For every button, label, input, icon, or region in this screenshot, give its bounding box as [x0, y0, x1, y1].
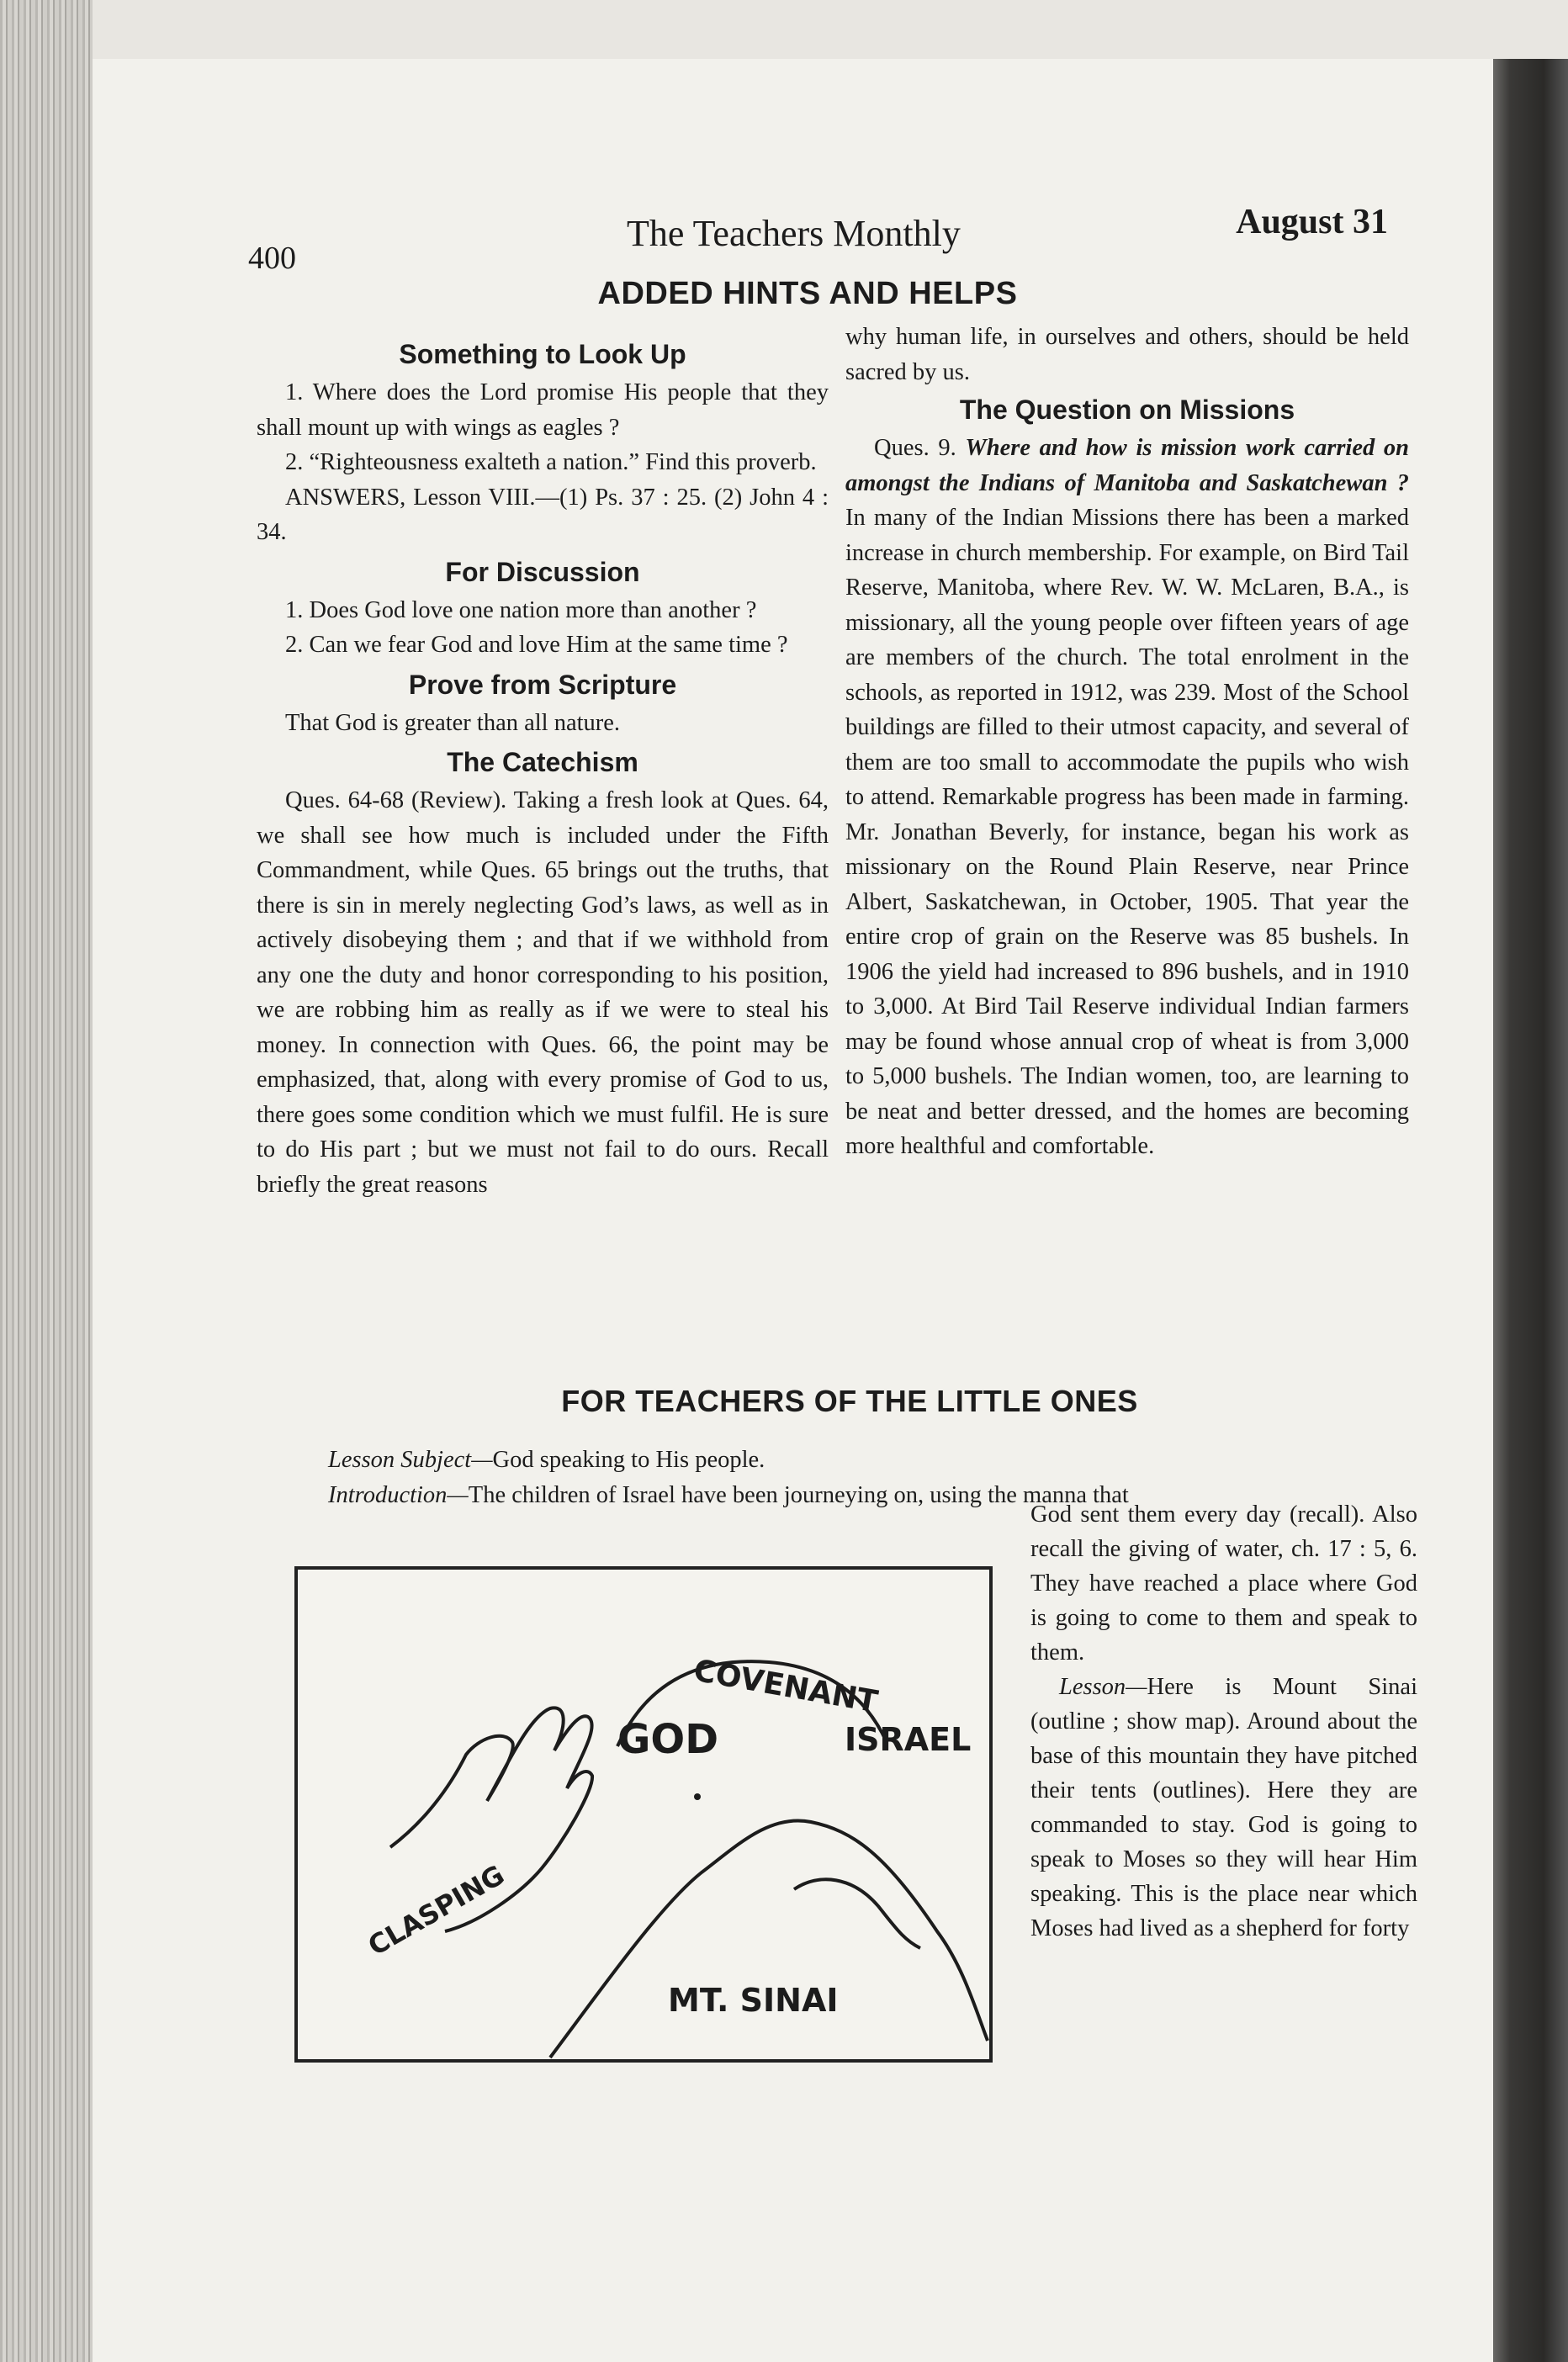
- discussion-question-1: 1. Does God love one nation more than another ?: [285, 596, 757, 623]
- lesson-subject-label: Lesson Subject—: [328, 1447, 493, 1473]
- introduction-label: Introduction—: [328, 1482, 469, 1508]
- missions-question-text: Where and how is mission work carried on amongst the Indians of Manitoba and Saskatchewan ?: [845, 435, 1410, 496]
- mt-sinai-label: MT. SINAI: [668, 1982, 839, 2019]
- book-binding: [0, 0, 93, 2362]
- mountain-outline: [550, 1820, 988, 2057]
- page-edge-shadow: [1493, 59, 1568, 2362]
- introduction-first-line: The children of Israel have been journeying on, using the manna that: [468, 1482, 1129, 1508]
- prove-text: That God is greater than all nature.: [285, 709, 621, 736]
- heading-look-up: Something to Look Up: [399, 339, 686, 369]
- mountain-ridge: [794, 1879, 920, 1948]
- missions-question-label: Ques. 9.: [874, 435, 956, 461]
- covenant-label: COVENANT: [691, 1653, 881, 1720]
- section-title-hints: ADDED HINTS AND HELPS: [597, 276, 1018, 311]
- lesson-paragraph: [1030, 1670, 1417, 1946]
- look-up-question-1: 1. Where does the Lord promise His people that they shall mount up with wings as eagles ?: [257, 379, 829, 441]
- clasping-label: CLASPING: [363, 1858, 511, 1962]
- right-column: [845, 320, 1409, 1164]
- catechism-continuation: why human life, in ourselves and others, should be held sacred by us.: [845, 324, 1409, 385]
- heading-discussion: For Discussion: [445, 556, 640, 587]
- god-label: GOD: [617, 1716, 719, 1763]
- page-header: [248, 202, 1422, 276]
- issue-date: August 31: [1236, 203, 1388, 241]
- introduction-rest: God sent them every day (recall). Also recall the giving of water, ch. 17 : 5, 6. They have reached a place where God is going to come to them and speak to them.: [1030, 1501, 1417, 1666]
- israel-label: ISRAEL: [845, 1721, 972, 1758]
- look-up-answers: ANSWERS, Lesson VIII.—(1) Ps. 37 : 25. (2) John 4 : 34.: [257, 484, 829, 545]
- left-column: [257, 332, 829, 1202]
- discussion-question-2: 2. Can we fear God and love Him at the same time ?: [285, 632, 788, 658]
- heading-prove: Prove from Scripture: [408, 669, 677, 700]
- page-number: 400: [248, 241, 296, 276]
- hand-outline: [390, 1708, 592, 1931]
- catechism-text: Ques. 64-68 (Review). Taking a fresh look at Ques. 64, we shall see how much is included under the Fifth Commandment, while Ques. 65 brings out the truths, that there is sin in merely neglecting God’s laws, as well as in actively disobeying them ; and that if we withhold from any one the duty and honor corresponding to his position, we are robbing him as really as if we were to steal his money. In connection with Ques. 66, the point may be emphasized, that, along with every promise of God to us, there goes some condition which we must fulfil. He is sure to do His part ; but we must not fail to do ours. Recall briefly the great reasons: [257, 787, 829, 1198]
- running-title: The Teachers Monthly: [627, 213, 961, 254]
- lesson-subject-text: God speaking to His people.: [492, 1447, 765, 1473]
- heading-catechism: The Catechism: [447, 747, 638, 777]
- missions-answer: In many of the Indian Missions there has been a marked increase in church membership. For example, on Bird Tail Reserve, Manitoba, where Rev. W. W. McLaren, B.A., is missionary, all the young people over fifteen years of age are members of the church. The total enrolment in the schools, as reported in 1912, was 239. Most of the School buildings are filled to their utmost capacity, and several of them are too small to accommodate the pupils who wish to attend. Remarkable progress has been made in farming. Mr. Jonathan Beverly, for instance, began his work as missionary on the Round Plain Reserve, near Prince Albert, Saskatchewan, in October, 1905. That year the entire crop of grain on the Reserve was 85 bushels. In 1906 the yield had increased to 896 bushels, and in 1910 to 3,000. At Bird Tail Reserve individual Indian farmers may be found whose annual crop of wheat is from 3,000 to 5,000 bushels. The Indian women, too, are learning to be neat and better dressed, and the homes are becoming more healthful and comfortable.: [845, 505, 1409, 1159]
- illustration-drawing: [298, 1570, 989, 2059]
- blackboard-illustration: [294, 1566, 993, 2063]
- little-ones-column: [1030, 1497, 1417, 1946]
- lesson-text: Here is Mount Sinai (outline ; show map). Around about the base of this mountain they have pitched their tents (outlines). Here they are commanded to stay. God is going to speak to Moses so they will hear Him speaking. This is the place near which Moses had lived as a shepherd for forty: [1030, 1674, 1417, 1941]
- missions-paragraph: [845, 431, 1409, 1164]
- look-up-question-2: 2. “Righteousness exalteth a nation.” Find this proverb.: [285, 449, 817, 475]
- lesson-subject-line: [328, 1443, 1422, 1478]
- lesson-label: Lesson—: [1059, 1674, 1147, 1700]
- section-title-little-ones: FOR TEACHERS OF THE LITTLE ONES: [561, 1384, 1138, 1418]
- heading-missions: The Question on Missions: [959, 395, 1295, 425]
